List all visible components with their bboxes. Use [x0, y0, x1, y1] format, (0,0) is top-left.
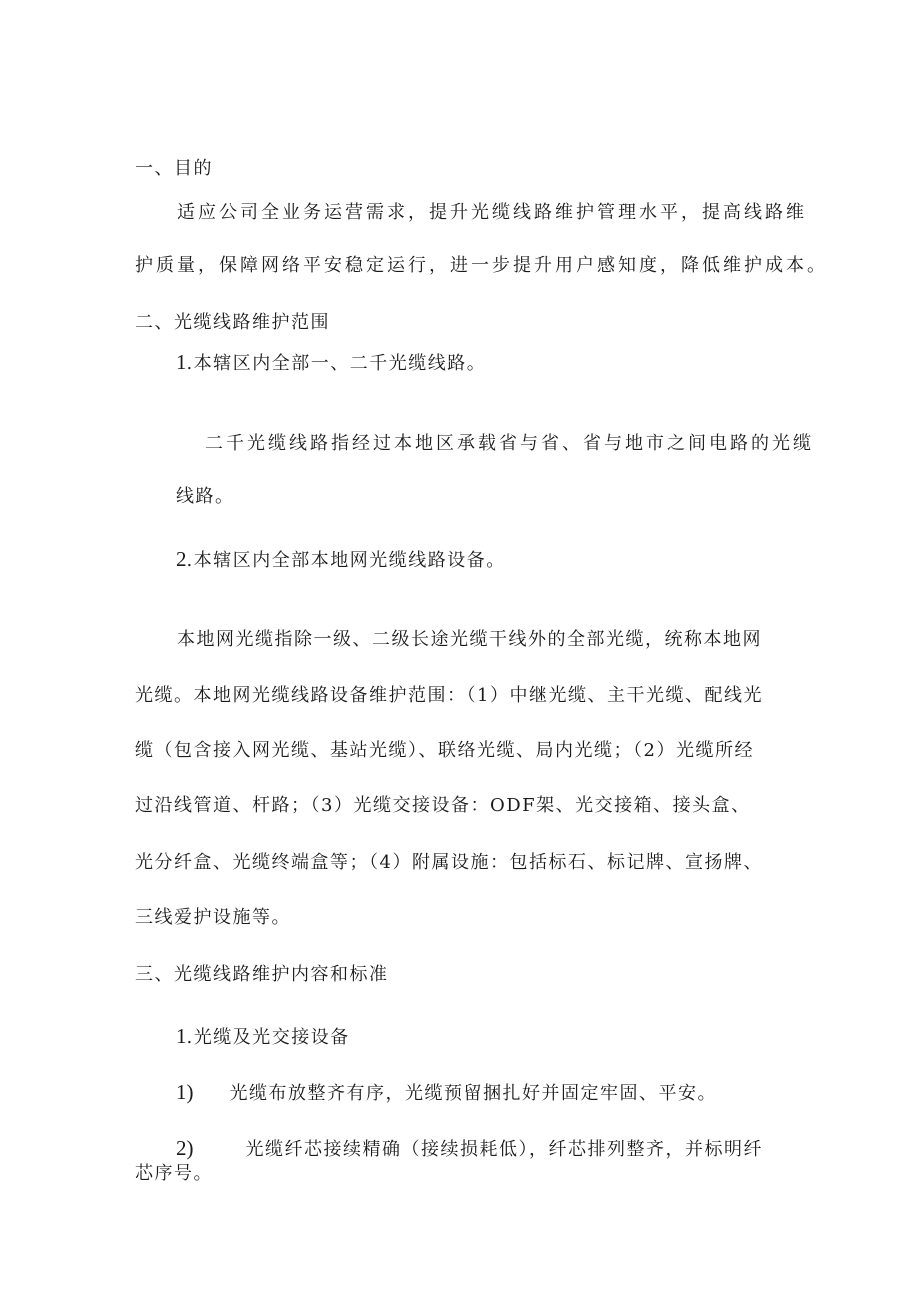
list-item [176, 1024, 350, 1050]
section-heading-scope: 二、光缆线路维护范围 [135, 312, 330, 333]
sub-list-item [176, 1080, 717, 1106]
list-item-number: 1 [176, 1024, 187, 1048]
paragraph-line: 适应公司全业务运营需求，提升光缆线路维护管理水平，提高线路维 [177, 202, 807, 223]
paragraph-line: 三线爱护设施等。 [135, 907, 291, 928]
paragraph-line: 过沿线管道、杆路；（3）光缆交接设备：ODF架、光交接箱、接头盒、 [135, 795, 751, 816]
paragraph-line: 光缆。本地网光缆线路设备维护范围：（1）中继光缆、主干光缆、配线光 [135, 685, 763, 706]
paragraph-line: 本地网光缆指除一级、二级长途光缆干线外的全部光缆，统称本地网 [177, 629, 762, 650]
sub-list-item-number: 2) [176, 1136, 194, 1160]
paragraph-line: 缆（包含接入网光缆、基站光缆）、联络光缆、局内光缆；（2）光缆所经 [135, 740, 754, 761]
paragraph-line: 线路。 [176, 486, 235, 507]
paragraph-line: 光分纤盒、光缆终端盒等；（4）附属设施：包括标石、标记牌、宣扬牌、 [135, 852, 763, 873]
list-item [176, 547, 506, 573]
list-item-text: .本辖区内全部本地网光缆线路设备。 [186, 550, 506, 571]
paragraph-line: 护质量，保障网络平安稳定运行，进一步提升用户感知度，降低维护成本。 [135, 255, 828, 276]
list-item [176, 350, 486, 376]
sub-list-item [176, 1136, 763, 1162]
list-item-text: .本辖区内全部一、二千光缆线路。 [186, 353, 487, 374]
section-heading-content-standards: 三、光缆线路维护内容和标准 [135, 964, 389, 985]
paragraph-line: 二千光缆线路指经过本地区承载省与省、省与地市之间电路的光缆 [205, 433, 814, 454]
sub-list-item-number: 1) [176, 1080, 194, 1104]
paragraph-line: 芯序号。 [135, 1163, 213, 1184]
list-item-number: 1 [176, 350, 187, 374]
list-item-number: 2 [176, 547, 187, 571]
sub-list-item-text: 光缆纤芯接续精确（接续损耗低），纤芯排列整齐，并标明纤 [245, 1139, 763, 1160]
list-item-text: .光缆及光交接设备 [186, 1027, 350, 1048]
sub-list-item-text: 光缆布放整齐有序，光缆预留捆扎好并固定牢固、平安。 [229, 1083, 717, 1104]
section-heading-purpose: 一、目的 [135, 158, 213, 179]
